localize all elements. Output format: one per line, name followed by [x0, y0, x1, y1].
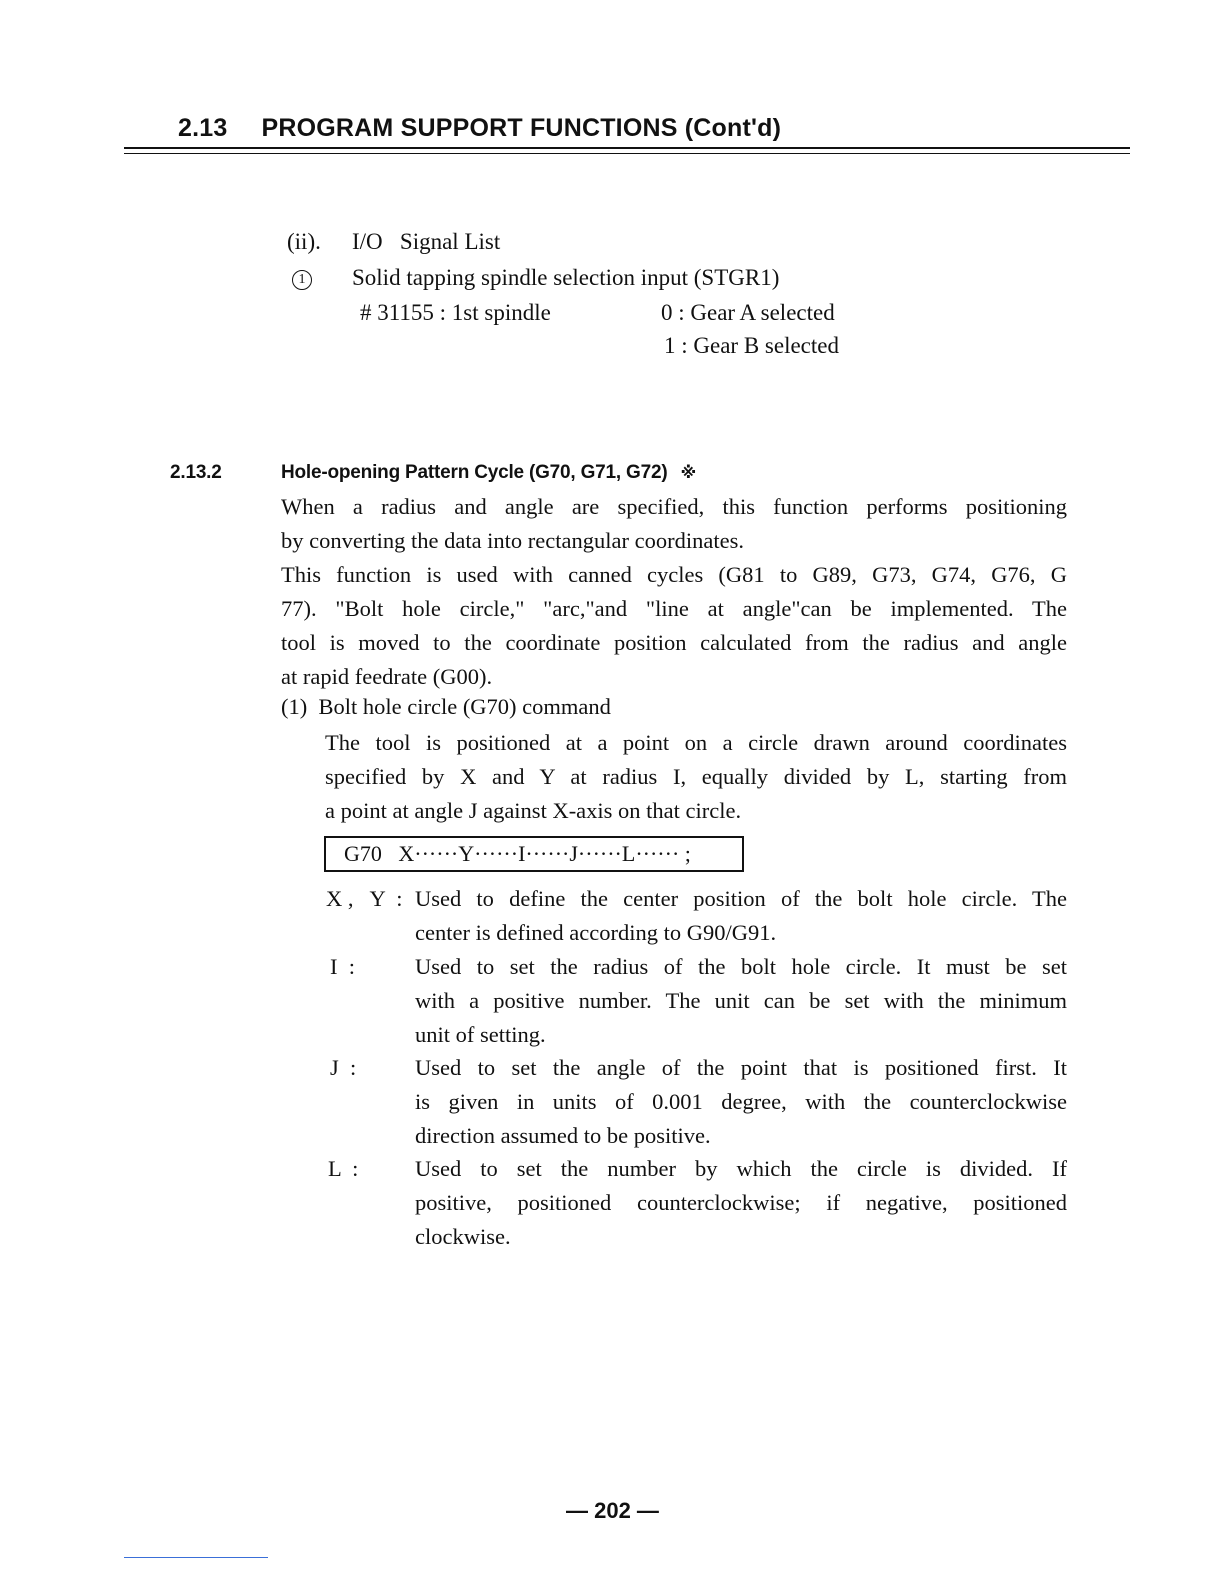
param-line: Used to set the number by which the circle is divided. If: [415, 1156, 1067, 1181]
section-title: PROGRAM SUPPORT FUNCTIONS (Cont'd): [261, 114, 782, 142]
param-key-xy: X , Y :: [326, 886, 403, 911]
io-item-marker: [292, 261, 312, 294]
intro-line: This function is used with canned cycles (G81 to G89, G73, G74, G76, G: [281, 562, 1067, 587]
param-key-j: J :: [330, 1055, 357, 1080]
circled-number-icon: 1: [292, 270, 312, 290]
param-line: unit of setting.: [415, 1022, 546, 1047]
section-number: 2.13: [178, 114, 228, 142]
subsection-title: [281, 462, 696, 484]
param-line: Used to set the angle of the point that is positioned first. It: [415, 1055, 1067, 1080]
page-number: — 202 —: [566, 1498, 659, 1523]
param-line: is given in units of 0.001 degree, with the counterclockwise: [415, 1089, 1067, 1114]
io-value-0: 0 : Gear A selected: [661, 300, 835, 325]
command-format-box: [324, 836, 744, 872]
header-rule-bottom: [124, 153, 1130, 154]
subsection-number: 2.13.2: [170, 462, 222, 483]
param-desc-xy: [415, 882, 1067, 950]
param-line: direction assumed to be positive.: [415, 1123, 711, 1148]
intro-line: tool is moved to the coordinate position calculated from the radius and angle: [281, 630, 1067, 655]
param-desc-i: [415, 950, 1067, 1052]
param-line: center is defined according to G90/G91.: [415, 920, 777, 945]
description-line: specified by X and Y at radius I, equally divided by L, starting from: [325, 764, 1067, 789]
description-line: a point at angle J against X-axis on that circle.: [325, 798, 742, 823]
bolt-hole-description: [325, 726, 1067, 828]
param-desc-j: [415, 1051, 1067, 1153]
io-item-title: Solid tapping spindle selection input (STGR1): [352, 265, 780, 290]
asterisk-mark-icon: ※: [680, 465, 696, 482]
header-rule-top: [124, 147, 1130, 149]
page-header: [178, 114, 781, 143]
param-line: clockwise.: [415, 1224, 511, 1249]
param-line: with a positive number. The unit can be set with the minimum: [415, 988, 1067, 1013]
io-list-label: (ii).: [287, 229, 321, 254]
footer-divider: [124, 1557, 268, 1558]
io-signal: # 31155 : 1st spindle: [360, 300, 551, 325]
io-value-1: 1 : Gear B selected: [664, 333, 839, 358]
bolt-hole-heading: (1) Bolt hole circle (G70) command: [281, 694, 611, 719]
intro-line: 77). "Bolt hole circle," "arc,"and "line at angle"can be implemented. The: [281, 596, 1067, 621]
section-intro: [281, 490, 1067, 694]
subsection-title-text: Hole-opening Pattern Cycle (G70, G71, G72): [281, 462, 668, 483]
intro-line: by converting the data into rectangular coordinates.: [281, 528, 744, 553]
command-format: G70 X······Y······I······J······L······ ;: [344, 841, 691, 866]
description-line: The tool is positioned at a point on a circle drawn around coordinates: [325, 730, 1067, 755]
param-line: Used to set the radius of the bolt hole circle. It must be set: [415, 954, 1067, 979]
intro-line: When a radius and angle are specified, this function performs positioning: [281, 494, 1067, 519]
param-desc-l: [415, 1152, 1067, 1254]
intro-line: at rapid feedrate (G00).: [281, 664, 493, 689]
param-key-i: I :: [330, 954, 355, 979]
io-list-title: I/O Signal List: [352, 229, 501, 254]
param-line: Used to define the center position of the bolt hole circle. The: [415, 886, 1067, 911]
param-line: positive, positioned counterclockwise; if negative, positioned: [415, 1190, 1067, 1215]
param-key-l: L :: [328, 1156, 359, 1181]
